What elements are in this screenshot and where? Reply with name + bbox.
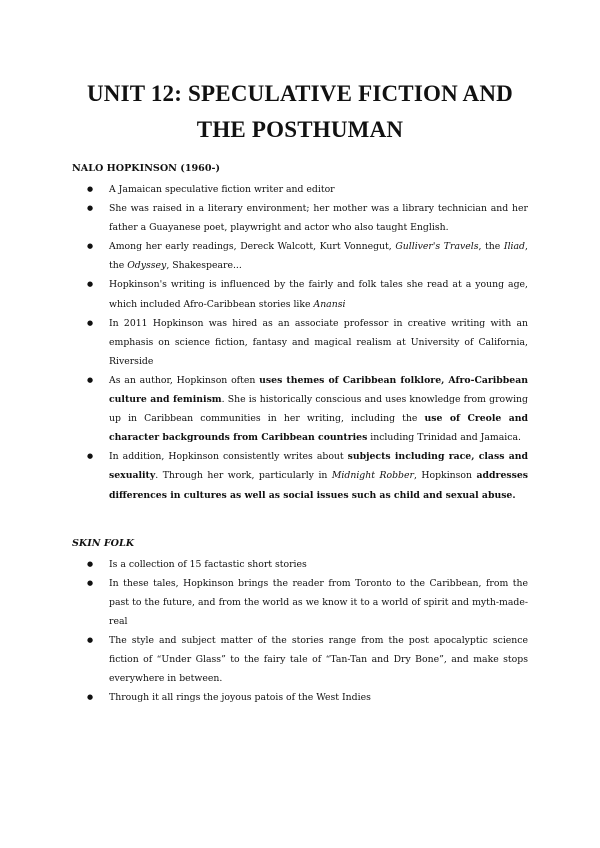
heading-name: NALO HOPKINSON [72, 163, 177, 174]
page-title [72, 0, 528, 148]
title-line-1: UNIT 12: SPECULATIVE FICTION AND [86, 81, 513, 106]
bullet-list-biography [72, 180, 528, 505]
list-item: ● Through it all rings the joyous patois of the West Indies [109, 688, 528, 707]
title-line-2: THE POSTHUMAN [196, 117, 404, 142]
list-item: ● Is a collection of 15 factastic short stories [109, 555, 528, 574]
list-item: ● Among her early readings, Dereck Walcott, Kurt Vonnegut, Gulliver's Travels, the Iliad, the Odyssey, Shakespeare... [109, 237, 528, 275]
list-item: ● The style and subject matter of the stories range from the post apocalyptic science fiction of “Under Glass” to the fairy tale of “Tan-Tan and Dry Bone”, and make stops everywhere in between. [109, 631, 528, 688]
list-item: ● A Jamaican speculative fiction writer and editor [109, 180, 528, 199]
heading-dates: (1960-) [176, 163, 221, 174]
list-item: ● Hopkinson's writing is influenced by the fairly and folk tales she read at a young age, which included Afro-Caribbean stories like Anansi [109, 275, 528, 313]
list-item: ● In 2011 Hopkinson was hired as an associate professor in creative writing with an emphasis on science fiction, fantasy and magical realism at University of California, Riverside [109, 314, 528, 371]
section-heading-nalo-hopkinson [72, 160, 528, 178]
list-item: ● In these tales, Hopkinson brings the reader from Toronto to the Caribbean, from the past to the future, and from the world as we know it to a world of spirit and myth-made-real [109, 574, 528, 631]
list-item: ● She was raised in a literary environment; her mother was a library technician and her father a Guayanese poet, playwright and actor who also taught English. [109, 199, 528, 237]
list-item: ● As an author, Hopkinson often uses themes of Caribbean folklore, Afro-Caribbean culture and feminism. She is historically conscious and uses knowledge from growing up in Caribbean communities in her writing, including the use of Creole and character backgrounds from Caribbean countries including Trinidad and Jamaica. [109, 371, 528, 447]
list-item: ● In addition, Hopkinson consistently writes about subjects including race, class and sexuality. Through her work, particularly in Midnight Robber, Hopkinson addresses differences in cultures as well as social issues such as child and sexual abuse. [109, 447, 528, 504]
section-heading-skin-folk: SKIN FOLK [72, 537, 135, 549]
bullet-list-skin-folk [72, 555, 528, 708]
